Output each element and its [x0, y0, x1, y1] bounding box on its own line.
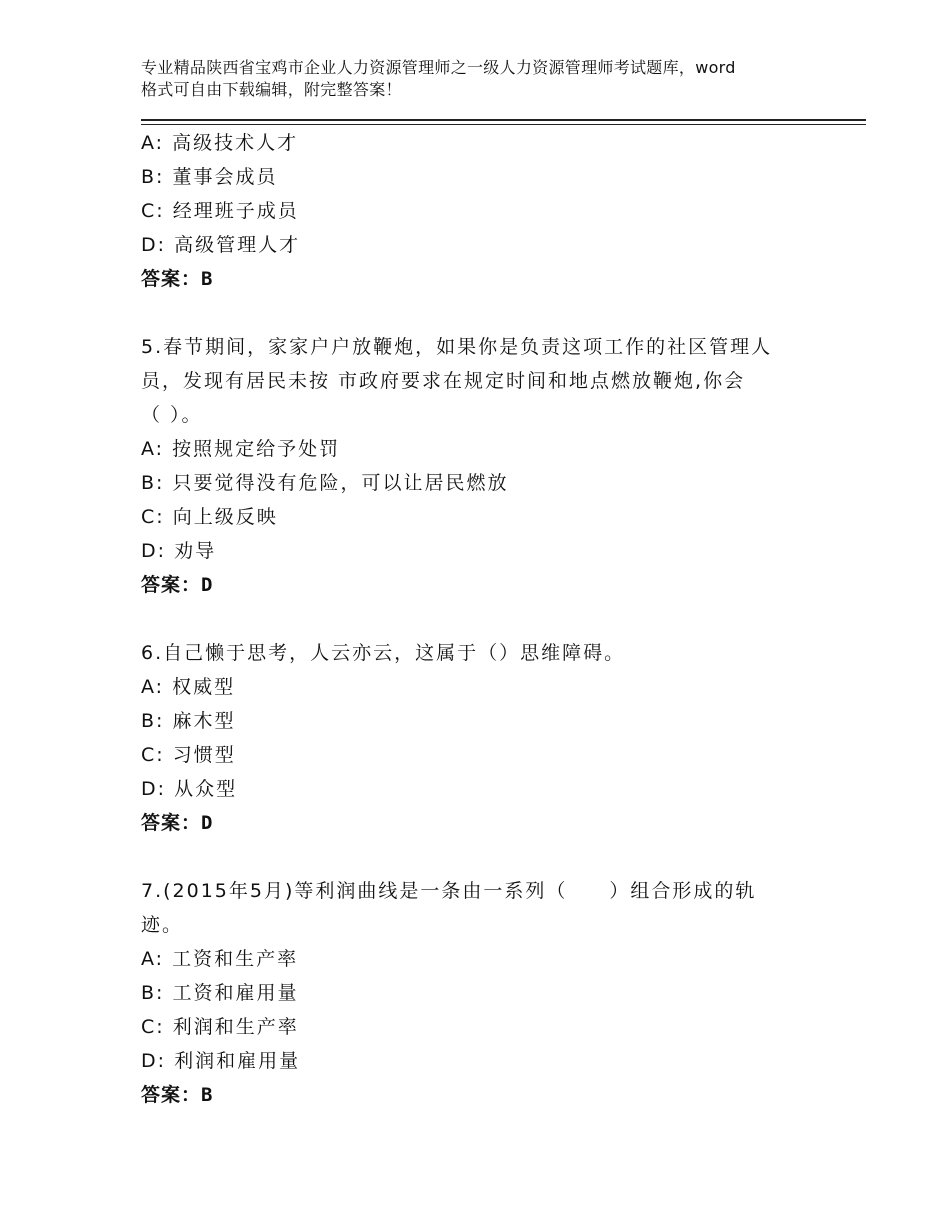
option-a: A: 权威型 [141, 676, 236, 698]
answer-value: B [201, 268, 214, 290]
answer-label: 答案： [141, 574, 202, 596]
question-stem: 7.(2015年5月)等利润曲线是一条由一系列（ ）组合形成的轨 [141, 880, 757, 902]
question-block-7 [141, 874, 841, 1112]
option-b: B: 麻木型 [141, 710, 236, 732]
spacer [141, 296, 841, 330]
question-block-6 [141, 636, 841, 840]
question-stem: 员，发现有居民未按 市政府要求在规定时间和地点燃放鞭炮,你会 [141, 370, 746, 392]
header-divider-thick [141, 119, 866, 121]
spacer [141, 602, 841, 636]
answer-label: 答案： [141, 1084, 202, 1106]
option-b: B: 只要觉得没有危险，可以让居民燃放 [141, 472, 509, 494]
answer-line [141, 262, 841, 296]
answer-value: B [201, 1084, 214, 1106]
question-stem: （ ）。 [141, 404, 203, 426]
question-stem: 6.自己懒于思考，人云亦云，这属于（）思维障碍。 [141, 642, 626, 664]
option-d: D: 高级管理人才 [141, 234, 301, 256]
option-a: A: 工资和生产率 [141, 948, 299, 970]
answer-line [141, 806, 841, 840]
option-d: D: 利润和雇用量 [141, 1050, 301, 1072]
option-c: C: 向上级反映 [141, 506, 278, 528]
answer-label: 答案： [141, 268, 202, 290]
option-b: B: 工资和雇用量 [141, 982, 299, 1004]
answer-line [141, 568, 841, 602]
answer-value: D [201, 574, 214, 596]
option-a: A: 高级技术人才 [141, 132, 299, 154]
question-stem: 迹。 [141, 914, 184, 936]
answer-label: 答案： [141, 812, 202, 834]
question-block-prev [141, 126, 841, 296]
answer-value: D [201, 812, 214, 834]
option-c: C: 利润和生产率 [141, 1016, 299, 1038]
option-a: A: 按照规定给予处罚 [141, 438, 341, 460]
option-d: D: 劝导 [141, 540, 217, 562]
header-divider-thin [141, 124, 866, 125]
question-block-5 [141, 330, 841, 602]
option-c: C: 习惯型 [141, 744, 236, 766]
option-c: C: 经理班子成员 [141, 200, 299, 222]
question-stem: 5.春节期间，家家户户放鞭炮，如果你是负责这项工作的社区管理人 [141, 336, 773, 358]
question-list [141, 126, 841, 1112]
answer-line [141, 1078, 841, 1112]
document-header [141, 57, 841, 101]
option-b: B: 董事会成员 [141, 166, 278, 188]
header-line-2: 格式可自由下载编辑，附完整答案！ [141, 80, 402, 99]
header-line-1: 专业精品陕西省宝鸡市企业人力资源管理师之一级人力资源管理师考试题库，word [141, 58, 736, 77]
option-d: D: 从众型 [141, 778, 238, 800]
spacer [141, 840, 841, 874]
